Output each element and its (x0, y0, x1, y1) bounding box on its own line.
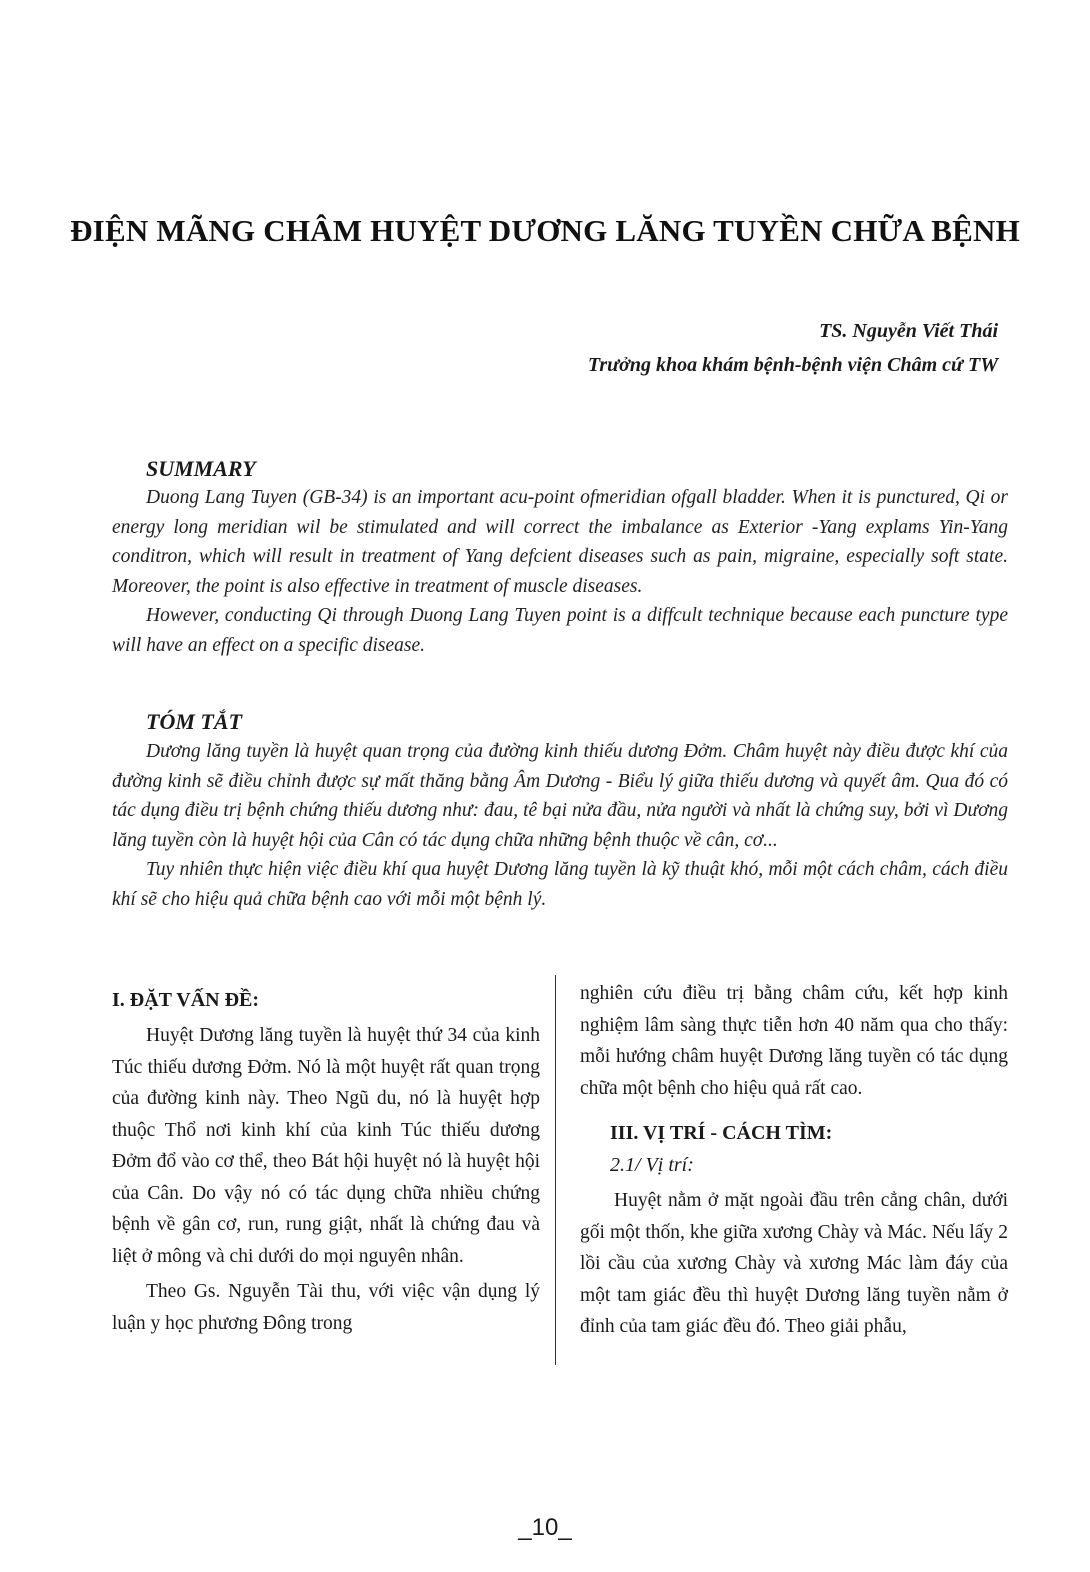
summary-paragraph: However, conducting Qi through Duong Lang Tuyen point is a diffcult technique because each puncture type will have an effect on a specific disease. (112, 605, 1008, 656)
right-paragraph-continuation: nghiên cứu điều trị bằng châm cứu, kết hợp kinh nghiệm lâm sàng thực tiễn hơn 40 năm qua cho thấy: mỗi hướng châm huyệt Dương lăng tuyền có tác dụng chữa một bệnh cho hiệu quả rất cao. (580, 983, 1008, 1099)
column-divider (555, 975, 556, 1365)
tomtat-paragraph: Dương lăng tuyền là huyệt quan trọng của đường kinh thiếu dương Đởm. Châm huyệt này điều được khí của đường kinh sẽ điều chỉnh được sự mất thăng bằng Âm Dương - Biểu lý giữa thiếu dương và quyết âm. Qua đó có tác dụng điều trị bệnh chứng thiếu dương như: đau, tê bại nửa đầu, nửa người và nhất là chứng suy, bởi vì Dương lăng tuyền còn là huyệt hội của Cân có tác dụng chữa những bệnh thuộc về cân, cơ... (112, 741, 1008, 851)
summary-heading: SUMMARY (146, 456, 256, 481)
article-title: ĐIỆN MÃNG CHÂM HUYỆT DƯƠNG LĂNG TUYỀN CHỮA BỆNH (70, 213, 1020, 248)
subsection-heading: 2.1/ Vị trí: (610, 1154, 694, 1176)
summary-body (112, 483, 1008, 660)
author-affiliation: Trưởng khoa khám bệnh-bệnh viện Châm cứ TW (587, 354, 998, 376)
left-column (112, 985, 540, 1339)
right-column (580, 978, 1008, 1343)
left-paragraph: Theo Gs. Nguyễn Tài thu, với việc vận dụng lý luận y học phương Đông trong (112, 1281, 540, 1334)
section-heading-intro: I. ĐẶT VẤN ĐỀ: (112, 989, 260, 1011)
section-heading-location: III. VỊ TRÍ - CÁCH TÌM: (610, 1122, 833, 1144)
tomtat-paragraph: Tuy nhiên thực hiện việc điều khí qua huyệt Dương lăng tuyền là kỹ thuật khó, mỗi một cách châm, cách điều khí sẽ cho hiệu quả chữa bệnh cao với mỗi một bệnh lý. (112, 859, 1008, 910)
tomtat-heading: TÓM TẮT (146, 709, 242, 734)
author-name: TS. Nguyễn Viết Thái (819, 320, 998, 342)
right-paragraph: Huyệt nằm ở mặt ngoài đầu trên cẳng chân, dưới gối một thốn, khe giữa xương Chày và Mác. Nếu lấy 2 lồi cầu của xương Chày và xương Mác làm đáy của một tam giác đều thì huyệt Dương lăng tuyền nằm ở đỉnh của tam giác đều đó. Theo giải phẫu, (580, 1190, 1008, 1337)
summary-paragraph: Duong Lang Tuyen (GB-34) is an important acu-point ofmeridian ofgall bladder. When it is punctured, Qi or energy long meridian wil be stimulated and will correct the imbalance as Exterior -Yang explams Yin-Yang conditron, which will result in treatment of Yang defcient diseases such as pain, migraine, especially soft state. Moreover, the point is also effective in treatment of muscle diseases. (112, 487, 1008, 597)
tomtat-body (112, 737, 1008, 914)
left-paragraph: Huyệt Dương lăng tuyền là huyệt thứ 34 của kinh Túc thiếu dương Đởm. Nó là một huyệt rất quan trọng của đường kinh này. Theo Ngũ du, nó là huyệt hợp thuộc Thổ nơi kinh khí của kinh Túc thiếu dương Đởm đổ vào cơ thể, theo Bát hội huyệt nó là huyệt hội của Cân. Do vậy nó có tác dụng chữa nhiều chứng bệnh về gân cơ, run, rung giật, nhất là chứng đau và liệt ở mông và chi dưới do mọi nguyên nhân. (112, 1025, 540, 1267)
author-block (588, 314, 998, 382)
page-number: _10_ (518, 1514, 572, 1541)
